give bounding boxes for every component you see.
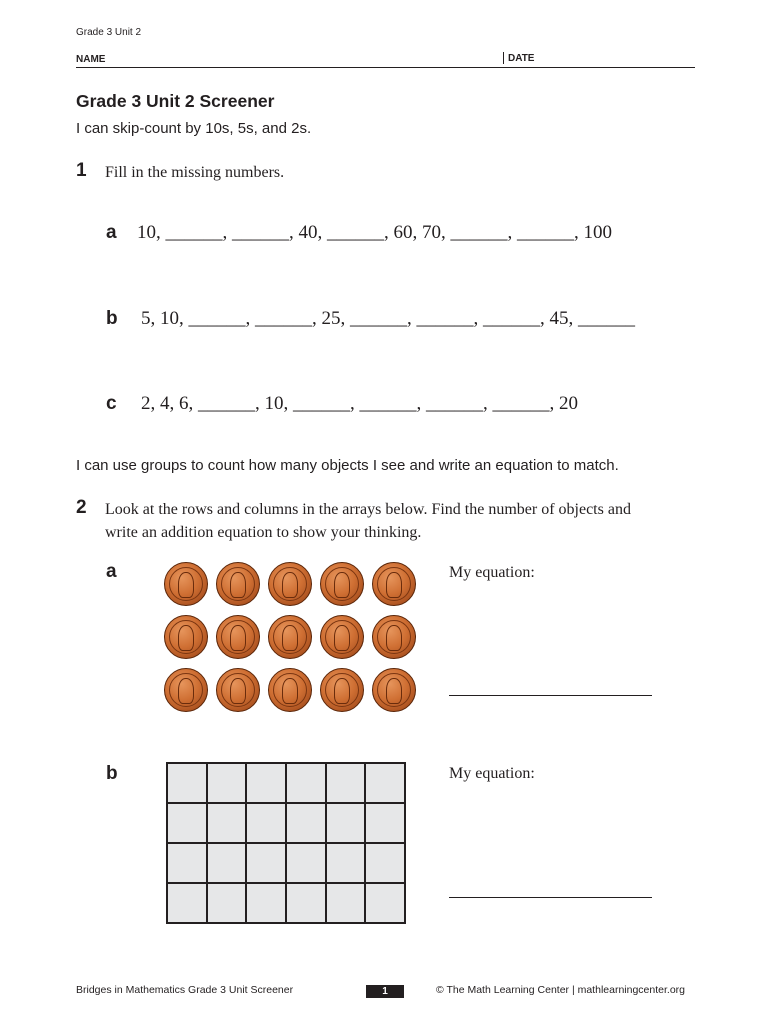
name-label: NAME (76, 54, 106, 65)
grid-cell (286, 843, 326, 883)
grid-cell (207, 763, 247, 803)
grid-cell (207, 843, 247, 883)
penny-icon (164, 562, 208, 606)
q2-part-b-equation-line[interactable] (449, 897, 652, 898)
grid-cell (246, 843, 286, 883)
grid-cell (167, 883, 207, 923)
penny-icon (372, 562, 416, 606)
grid-cell (326, 803, 366, 843)
grid-cell (286, 803, 326, 843)
penny-icon (164, 615, 208, 659)
grid-cell (326, 883, 366, 923)
question-2-prompt-line-2: write an addition equation to show your thinking. (105, 524, 422, 541)
objective-skip-count: I can skip-count by 10s, 5s, and 2s. (76, 120, 312, 137)
grade-unit-header: Grade 3 Unit 2 (76, 27, 142, 38)
penny-icon (164, 668, 208, 712)
question-2-prompt-line-1: Look at the rows and columns in the arrays below. Find the number of objects and (105, 501, 631, 518)
penny-array (162, 560, 424, 720)
grid-cell (365, 803, 405, 843)
q2-part-b-label: b (106, 763, 118, 784)
q1-part-a-label: a (106, 222, 117, 243)
objective-groups: I can use groups to count how many objects I see and write an equation to match. (76, 457, 619, 474)
name-date-line[interactable] (76, 67, 695, 68)
grid-cell (286, 883, 326, 923)
penny-icon (320, 668, 364, 712)
q1-part-c-sequence[interactable]: 2, 4, 6, ______, 10, ______, ______, ______, ______, 20 (141, 393, 578, 414)
grid-cell (326, 843, 366, 883)
penny-icon (320, 615, 364, 659)
date-label: DATE (503, 52, 534, 64)
page-title: Grade 3 Unit 2 Screener (76, 91, 275, 111)
q2-part-a-label: a (106, 561, 117, 582)
penny-icon (268, 615, 312, 659)
question-1-prompt: Fill in the missing numbers. (105, 164, 285, 181)
grid-cell (365, 883, 405, 923)
grid-cell (207, 803, 247, 843)
penny-icon (268, 562, 312, 606)
square-grid-array (166, 762, 406, 924)
q1-part-b-sequence[interactable]: 5, 10, ______, ______, 25, ______, ______, ______, 45, ______ (141, 308, 635, 329)
question-2-number: 2 (76, 497, 87, 518)
grid-cell (286, 763, 326, 803)
footer-left-text: Bridges in Mathematics Grade 3 Unit Screener (76, 984, 294, 996)
penny-icon (216, 615, 260, 659)
penny-icon (320, 562, 364, 606)
q2-part-a-equation-line[interactable] (449, 695, 652, 696)
penny-icon (268, 668, 312, 712)
question-1-number: 1 (76, 160, 87, 181)
grid-cell (365, 763, 405, 803)
q1-part-c-label: c (106, 393, 117, 414)
penny-icon (216, 668, 260, 712)
q2-part-a-equation-label: My equation: (449, 564, 535, 581)
penny-icon (372, 615, 416, 659)
penny-icon (216, 562, 260, 606)
penny-icon (372, 668, 416, 712)
grid-cell (167, 843, 207, 883)
grid-cell (167, 803, 207, 843)
grid-cell (365, 843, 405, 883)
q2-part-b-equation-label: My equation: (449, 765, 535, 782)
q1-part-a-sequence[interactable]: 10, ______, ______, 40, ______, 60, 70, ______, ______, 100 (137, 222, 612, 243)
footer-right-text: © The Math Learning Center | mathlearningcenter.org (436, 984, 685, 996)
grid-cell (246, 803, 286, 843)
grid-cell (246, 883, 286, 923)
grid-cell (167, 763, 207, 803)
grid-cell (326, 763, 366, 803)
page-number: 1 (366, 985, 404, 998)
q1-part-b-label: b (106, 308, 118, 329)
grid-cell (246, 763, 286, 803)
grid-cell (207, 883, 247, 923)
